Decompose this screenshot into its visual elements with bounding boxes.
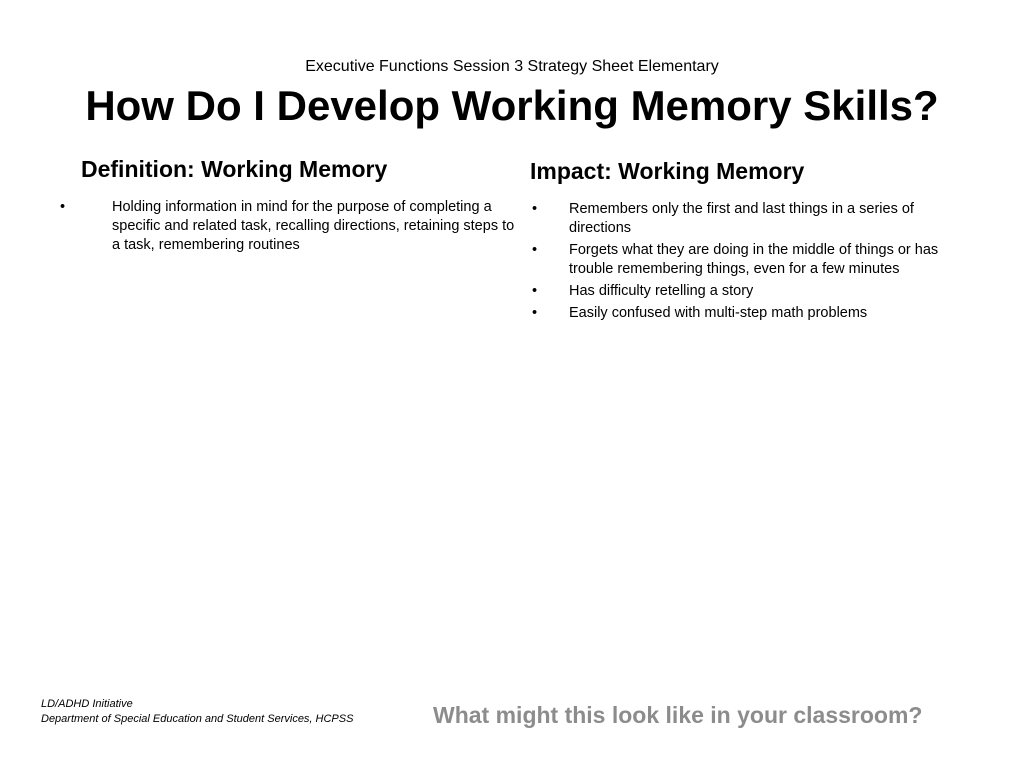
list-item xyxy=(56,198,516,255)
list-item-text: Holding information in mind for the purpose of completing a specific and related task, recalling directions, retaining steps to a task, remembering routines xyxy=(112,199,515,253)
list-item xyxy=(530,304,970,323)
list-item xyxy=(530,241,970,279)
bullet-icon: • xyxy=(532,201,538,217)
slide-title: How Do I Develop Working Memory Skills? xyxy=(85,82,939,129)
footer-org-line1: LD/ADHD Initiative xyxy=(41,698,133,710)
definition-heading: Definition: Working Memory xyxy=(81,156,388,182)
impact-list xyxy=(530,200,970,323)
slide-subtitle: Executive Functions Session 3 Strategy Sheet Elementary xyxy=(305,58,719,75)
bullet-icon: • xyxy=(532,283,538,299)
bullet-icon: • xyxy=(60,199,66,215)
impact-column xyxy=(530,156,970,326)
list-item-text: Remembers only the first and last things in a series of directions xyxy=(569,201,914,236)
footer-prompt: What might this look like in your classroom? xyxy=(433,702,923,728)
list-item xyxy=(530,282,970,301)
definition-column xyxy=(56,154,516,258)
list-item-text: Easily confused with multi-step math problems xyxy=(569,305,868,321)
bullet-icon: • xyxy=(532,305,538,321)
list-item-text: Has difficulty retelling a story xyxy=(569,283,754,299)
footer-organization xyxy=(41,697,353,727)
list-item-text: Forgets what they are doing in the middle of things or has trouble remembering things, even for a few minutes xyxy=(569,242,939,277)
bullet-icon: • xyxy=(532,242,538,258)
list-item xyxy=(530,200,970,238)
definition-list xyxy=(56,198,516,255)
footer-org-line2: Department of Special Education and Student Services, HCPSS xyxy=(41,713,354,725)
impact-heading: Impact: Working Memory xyxy=(530,158,805,184)
